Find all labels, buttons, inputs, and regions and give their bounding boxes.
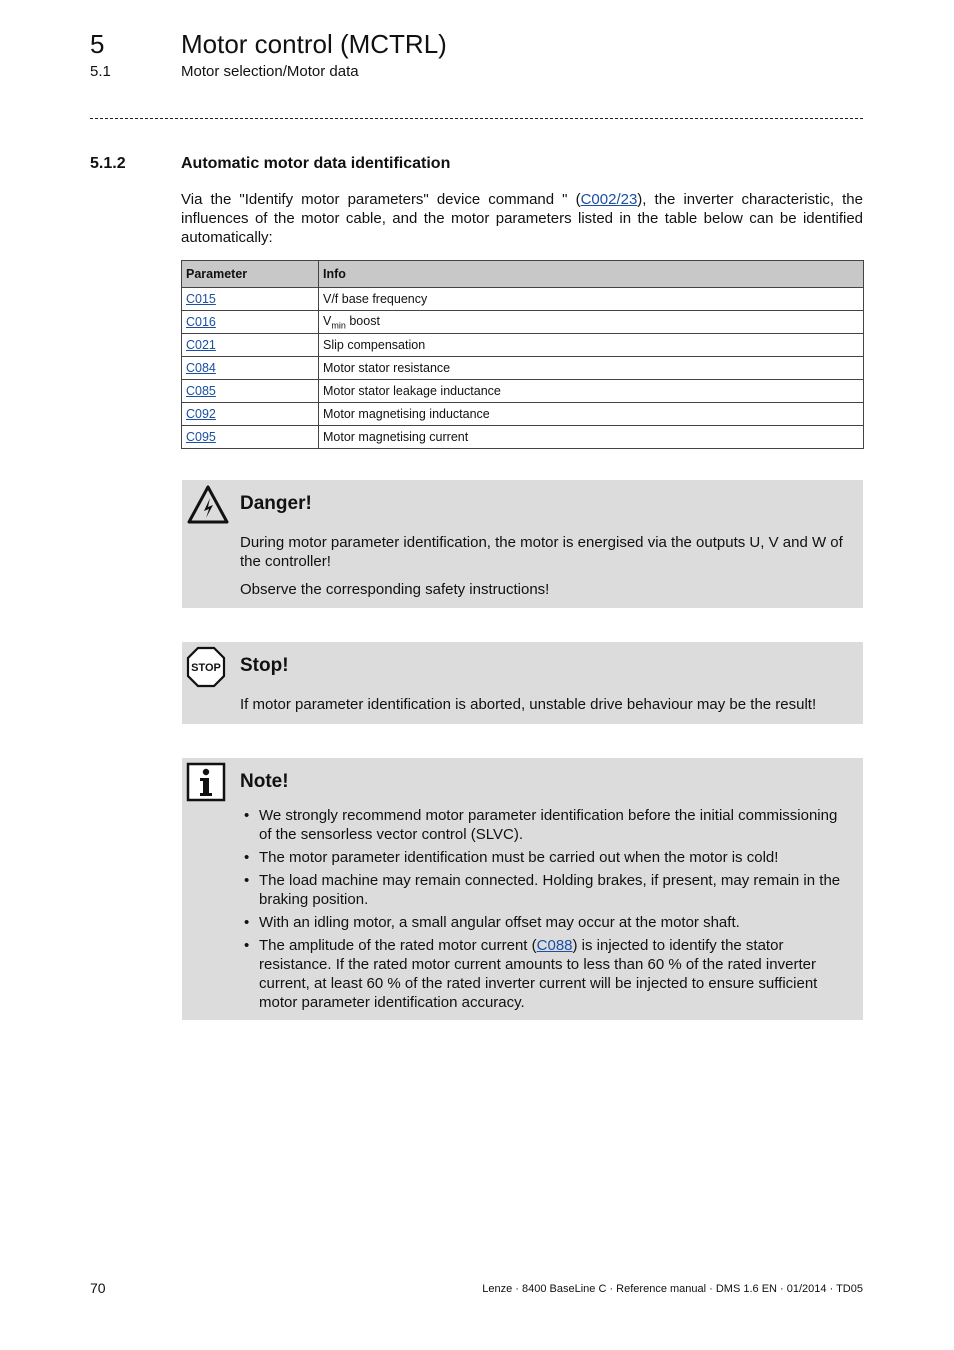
header-divider xyxy=(90,118,863,119)
parameter-table xyxy=(181,260,864,449)
footer-text: Lenze · 8400 BaseLine C · Reference manual · DMS 1.6 EN · 01/2014 · TD05 xyxy=(482,1283,863,1295)
section-title: Motor selection/Motor data xyxy=(181,63,359,80)
bullet: • xyxy=(244,937,250,954)
table-row xyxy=(182,380,864,403)
list-item xyxy=(240,806,846,844)
column-header-info: Info xyxy=(319,261,864,288)
parameter-link-c021[interactable]: C021 xyxy=(186,338,216,352)
table-row xyxy=(182,357,864,380)
parameter-link-c095[interactable]: C095 xyxy=(186,430,216,444)
table-row xyxy=(182,403,864,426)
list-item xyxy=(240,936,846,1012)
intro-text-before: Via the "Identify motor parameters" device command " ( xyxy=(181,191,581,208)
column-header-parameter: Parameter xyxy=(182,261,319,288)
bullet: • xyxy=(244,849,250,866)
info-subscript: min xyxy=(331,320,346,331)
danger-title: Danger! xyxy=(240,493,312,514)
note-box xyxy=(182,758,863,1020)
parameter-info: V/f base frequency xyxy=(319,288,864,311)
note-title: Note! xyxy=(240,771,289,792)
danger-text: During motor parameter identification, the motor is energised via the outputs U, V and W of the controller! xyxy=(240,534,843,570)
link-c002-23[interactable]: C002/23 xyxy=(580,191,638,208)
bullet: • xyxy=(244,914,250,931)
intro-text-after: ), the inverter characteristic, the influences of the motor cable, and the motor parameters listed in the table below can be identified automatically: xyxy=(181,191,863,246)
parameter-info: Motor stator resistance xyxy=(319,357,864,380)
parameter-info: Motor stator leakage inductance xyxy=(319,380,864,403)
table-row xyxy=(182,426,864,449)
page-number: 70 xyxy=(90,1280,106,1296)
high-voltage-warning-icon xyxy=(186,484,230,531)
note-item-text: The motor parameter identification must be carried out when the motor is cold! xyxy=(259,849,779,866)
section-number: 5.1 xyxy=(90,63,111,80)
danger-box xyxy=(182,480,863,608)
note-item-text-after: ) is injected to identify the stator resistance. If the rated motor current amounts to less than 60 % of the rated inverter current, at least 60 % of the rated inverter current will be injected to ensure sufficient motor parameter identification accuracy. xyxy=(259,937,818,1011)
stop-box xyxy=(182,642,863,724)
table-row xyxy=(182,311,864,334)
chapter-title: Motor control (MCTRL) xyxy=(181,29,447,59)
intro-paragraph xyxy=(181,190,863,247)
bullet: • xyxy=(244,807,250,824)
link-c088[interactable]: C088 xyxy=(536,937,573,954)
info-rest: boost xyxy=(345,313,380,328)
stop-text: If motor parameter identification is aborted, unstable drive behaviour may be the result! xyxy=(240,696,817,713)
stop-title: Stop! xyxy=(240,655,289,676)
table-header-row xyxy=(182,261,864,288)
stop-icon-text: STOP xyxy=(191,662,221,674)
info-main: V xyxy=(323,313,332,328)
parameter-link-c016[interactable]: C016 xyxy=(186,315,216,329)
parameter-link-c015[interactable]: C015 xyxy=(186,292,216,306)
parameter-link-c084[interactable]: C084 xyxy=(186,361,216,375)
list-item xyxy=(240,913,846,932)
parameter-info: Motor magnetising inductance xyxy=(319,403,864,426)
parameter-info xyxy=(319,311,864,334)
chapter-number: 5 xyxy=(90,29,105,59)
bullet: • xyxy=(244,872,250,889)
parameter-info: Slip compensation xyxy=(319,334,864,357)
danger-instruction: Observe the corresponding safety instructions! xyxy=(240,581,550,598)
note-item-text: The load machine may remain connected. Holding brakes, if present, may remain in the braking position. xyxy=(259,872,841,908)
note-list xyxy=(240,806,846,1016)
parameter-link-c092[interactable]: C092 xyxy=(186,407,216,421)
list-item xyxy=(240,871,846,909)
subsection-number: 5.1.2 xyxy=(90,155,126,172)
table-row xyxy=(182,288,864,311)
stop-sign-icon xyxy=(186,646,226,693)
parameter-link-c085[interactable]: C085 xyxy=(186,384,216,398)
note-item-text: With an idling motor, a small angular offset may occur at the motor shaft. xyxy=(259,914,740,931)
list-item xyxy=(240,848,846,867)
parameter-info: Motor magnetising current xyxy=(319,426,864,449)
subsection-title: Automatic motor data identification xyxy=(181,155,451,172)
note-item-text-before: The amplitude of the rated motor current ( xyxy=(259,937,537,954)
info-icon xyxy=(186,762,226,807)
table-row xyxy=(182,334,864,357)
note-item-text: We strongly recommend motor parameter identification before the initial commissioning of the sensorless vector control (SLVC). xyxy=(259,807,838,843)
